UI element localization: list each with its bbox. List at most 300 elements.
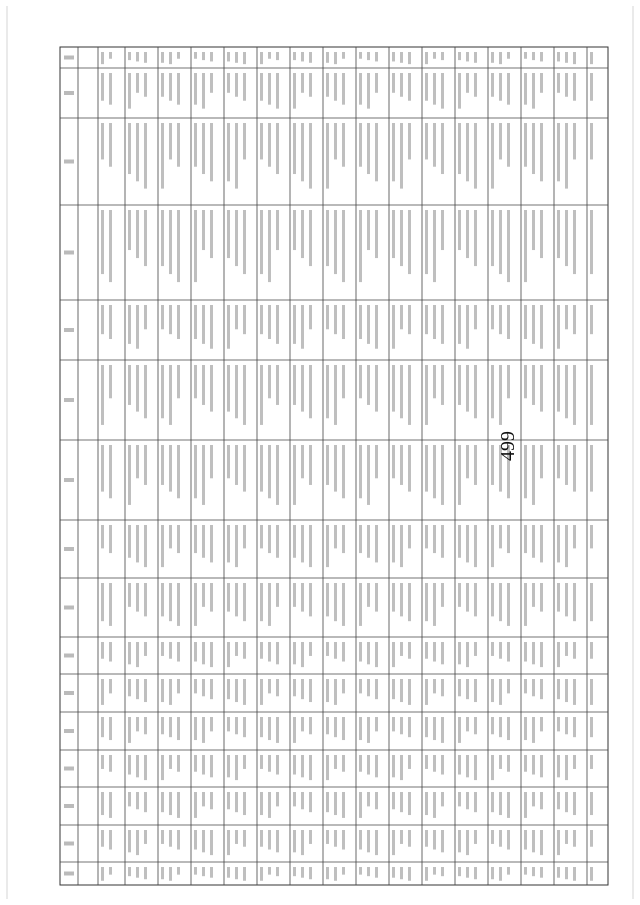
- unreadable-text-smudge: [557, 642, 560, 667]
- unreadable-text-smudge: [408, 123, 411, 159]
- unreadable-text-smudge: [334, 365, 337, 425]
- unreadable-text-smudge: [128, 830, 131, 852]
- unreadable-text-smudge: [260, 755, 263, 769]
- unreadable-text-smudge: [144, 305, 147, 329]
- unreadable-text-smudge: [177, 365, 180, 398]
- unreadable-text-smudge: [573, 867, 576, 881]
- unreadable-text-smudge: [425, 445, 428, 492]
- unreadable-text-smudge: [458, 52, 461, 60]
- unreadable-text-smudge: [474, 73, 477, 97]
- unreadable-text-smudge: [177, 642, 180, 662]
- unreadable-text-smudge: [375, 679, 378, 699]
- unreadable-text-smudge: [293, 583, 296, 607]
- unreadable-text-smudge: [202, 52, 205, 60]
- unreadable-text-smudge: [128, 305, 131, 344]
- unreadable-text-smudge: [161, 525, 164, 567]
- unreadable-text-smudge: [540, 52, 543, 61]
- unreadable-text-smudge: [466, 123, 469, 181]
- unreadable-text-smudge: [425, 717, 428, 737]
- unreadable-text-smudge: [235, 830, 238, 844]
- unreadable-text-smudge: [524, 792, 527, 818]
- unreadable-text-smudge: [540, 210, 543, 258]
- unreadable-text-smudge: [573, 445, 576, 492]
- unreadable-text-smudge: [359, 445, 362, 498]
- unreadable-text-smudge: [359, 365, 362, 398]
- unreadable-text-smudge: [144, 867, 147, 879]
- unreadable-text-smudge: [194, 679, 197, 693]
- unreadable-text-smudge: [507, 755, 510, 772]
- unreadable-text-smudge: [441, 867, 444, 876]
- unreadable-text-smudge: [458, 525, 461, 558]
- unreadable-text-smudge: [202, 867, 205, 876]
- unreadable-text-smudge: [144, 123, 147, 189]
- unreadable-text-smudge: [309, 52, 312, 63]
- unreadable-text-smudge: [326, 210, 329, 266]
- unreadable-text-smudge: [293, 792, 296, 806]
- unreadable-text-smudge: [235, 717, 238, 734]
- unreadable-text-smudge: [474, 792, 477, 812]
- unreadable-text-smudge: [557, 525, 560, 562]
- unreadable-text-smudge: [532, 525, 535, 558]
- unreadable-text-smudge: [524, 717, 527, 740]
- unreadable-text-smudge: [557, 445, 560, 478]
- unreadable-text-smudge: [301, 792, 304, 809]
- unreadable-header-smudge: [64, 56, 74, 60]
- unreadable-text-smudge: [474, 123, 477, 189]
- unreadable-text-smudge: [540, 445, 543, 478]
- unreadable-text-smudge: [144, 52, 147, 63]
- unreadable-text-smudge: [194, 73, 197, 105]
- unreadable-text-smudge: [359, 525, 362, 553]
- unreadable-text-smudge: [326, 679, 329, 702]
- unreadable-text-smudge: [144, 792, 147, 812]
- unreadable-text-smudge: [136, 583, 139, 612]
- unreadable-text-smudge: [210, 867, 213, 878]
- unreadable-text-smudge: [276, 123, 279, 174]
- unreadable-text-smudge: [557, 52, 560, 61]
- unreadable-text-smudge: [309, 642, 312, 656]
- unreadable-text-smudge: [169, 305, 172, 334]
- unreadable-text-smudge: [169, 445, 172, 492]
- unreadable-text-smudge: [309, 679, 312, 702]
- unreadable-text-smudge: [301, 642, 304, 667]
- unreadable-text-smudge: [590, 123, 593, 159]
- unreadable-text-smudge: [169, 52, 172, 64]
- unreadable-text-smudge: [590, 867, 593, 881]
- unreadable-text-smudge: [474, 583, 477, 616]
- unreadable-text-smudge: [557, 365, 560, 412]
- unreadable-text-smudge: [408, 73, 411, 101]
- unreadable-text-smudge: [590, 583, 593, 621]
- unreadable-text-smudge: [326, 830, 329, 844]
- unreadable-text-smudge: [573, 305, 576, 334]
- unreadable-text-smudge: [210, 642, 213, 667]
- unreadable-text-smudge: [194, 365, 197, 398]
- unreadable-text-smudge: [301, 830, 304, 855]
- unreadable-text-smudge: [101, 679, 104, 705]
- unreadable-text-smudge: [466, 830, 469, 855]
- unreadable-text-smudge: [565, 679, 568, 702]
- unreadable-text-smudge: [433, 52, 436, 59]
- unreadable-text-smudge: [524, 123, 527, 167]
- unreadable-text-smudge: [128, 365, 131, 405]
- unreadable-text-smudge: [342, 52, 345, 59]
- unreadable-text-smudge: [466, 679, 469, 699]
- unreadable-text-smudge: [293, 867, 296, 876]
- unreadable-text-smudge: [326, 73, 329, 97]
- unreadable-text-smudge: [400, 792, 403, 812]
- unreadable-text-smudge: [268, 717, 271, 740]
- unreadable-text-smudge: [243, 717, 246, 737]
- unreadable-text-smudge: [101, 445, 104, 492]
- unreadable-text-smudge: [301, 679, 304, 699]
- unreadable-text-smudge: [334, 830, 337, 847]
- unreadable-text-smudge: [408, 52, 411, 64]
- unreadable-text-smudge: [144, 73, 147, 97]
- unreadable-text-smudge: [334, 717, 337, 737]
- unreadable-text-smudge: [540, 755, 543, 777]
- unreadable-text-smudge: [590, 717, 593, 737]
- unreadable-text-smudge: [474, 679, 477, 702]
- unreadable-text-smudge: [441, 52, 444, 60]
- unreadable-text-smudge: [565, 123, 568, 189]
- unreadable-text-smudge: [524, 583, 527, 626]
- unreadable-text-smudge: [425, 679, 428, 705]
- unreadable-header-smudge: [64, 804, 74, 808]
- unreadable-text-smudge: [235, 792, 238, 812]
- unreadable-text-smudge: [474, 445, 477, 485]
- unreadable-text-smudge: [210, 210, 213, 258]
- unreadable-text-smudge: [128, 445, 131, 505]
- unreadable-header-smudge: [64, 328, 74, 332]
- unreadable-text-smudge: [425, 867, 428, 881]
- unreadable-text-smudge: [210, 717, 213, 731]
- unreadable-text-smudge: [268, 867, 271, 875]
- unreadable-text-smudge: [268, 755, 271, 772]
- unreadable-text-smudge: [161, 679, 164, 702]
- unreadable-text-smudge: [590, 642, 593, 659]
- unreadable-text-smudge: [177, 123, 180, 167]
- unreadable-text-smudge: [177, 792, 180, 818]
- unreadable-text-smudge: [101, 365, 104, 425]
- unreadable-text-smudge: [458, 583, 461, 607]
- unreadable-text-smudge: [540, 583, 543, 612]
- unreadable-text-smudge: [425, 830, 428, 847]
- unreadable-text-smudge: [260, 445, 263, 492]
- unreadable-text-smudge: [276, 717, 279, 743]
- unreadable-text-smudge: [367, 52, 370, 60]
- unreadable-text-smudge: [458, 679, 461, 696]
- unreadable-text-smudge: [466, 755, 469, 777]
- unreadable-text-smudge: [109, 52, 112, 59]
- unreadable-text-smudge: [334, 867, 337, 881]
- unreadable-text-smudge: [359, 583, 362, 626]
- unreadable-text-smudge: [441, 445, 444, 505]
- unreadable-text-smudge: [210, 73, 213, 93]
- unreadable-text-smudge: [524, 830, 527, 850]
- unreadable-text-smudge: [128, 717, 131, 743]
- unreadable-text-smudge: [499, 867, 502, 881]
- unreadable-text-smudge: [458, 867, 461, 876]
- unreadable-text-smudge: [210, 583, 213, 612]
- unreadable-text-smudge: [540, 525, 543, 562]
- unreadable-text-smudge: [392, 365, 395, 412]
- unreadable-text-smudge: [202, 123, 205, 174]
- unreadable-text-smudge: [590, 679, 593, 705]
- unreadable-text-smudge: [408, 305, 411, 334]
- unreadable-text-smudge: [359, 73, 362, 105]
- unreadable-text-smudge: [235, 679, 238, 702]
- unreadable-text-smudge: [301, 717, 304, 731]
- unreadable-text-smudge: [375, 365, 378, 412]
- unreadable-text-smudge: [400, 867, 403, 879]
- unreadable-text-smudge: [227, 445, 230, 478]
- unreadable-text-smudge: [375, 792, 378, 809]
- unreadable-text-smudge: [367, 123, 370, 174]
- unreadable-header-smudge: [64, 767, 74, 771]
- unreadable-text-smudge: [359, 867, 362, 875]
- unreadable-text-smudge: [109, 679, 112, 693]
- unreadable-text-smudge: [392, 73, 395, 93]
- unreadable-text-smudge: [101, 717, 104, 737]
- unreadable-text-smudge: [260, 679, 263, 705]
- unreadable-text-smudge: [326, 123, 329, 189]
- unreadable-text-smudge: [227, 830, 230, 855]
- unreadable-text-smudge: [532, 755, 535, 775]
- unreadable-text-smudge: [367, 583, 370, 607]
- unreadable-text-smudge: [227, 717, 230, 731]
- unreadable-text-smudge: [309, 123, 312, 189]
- unreadable-text-smudge: [101, 583, 104, 621]
- unreadable-text-smudge: [499, 717, 502, 737]
- unreadable-text-smudge: [565, 52, 568, 63]
- unreadable-text-smudge: [128, 525, 131, 558]
- unreadable-text-smudge: [268, 525, 271, 553]
- unreadable-text-smudge: [367, 717, 370, 743]
- unreadable-text-smudge: [128, 679, 131, 696]
- unreadable-text-smudge: [590, 755, 593, 769]
- unreadable-text-smudge: [235, 123, 238, 189]
- unreadable-text-smudge: [557, 717, 560, 731]
- unreadable-text-smudge: [243, 792, 246, 815]
- unreadable-text-smudge: [144, 755, 147, 780]
- unreadable-text-smudge: [433, 583, 436, 626]
- unreadable-text-smudge: [169, 123, 172, 159]
- unreadable-text-smudge: [425, 210, 428, 274]
- unreadable-text-smudge: [293, 642, 296, 664]
- unreadable-text-smudge: [565, 583, 568, 616]
- unreadable-text-smudge: [466, 583, 469, 612]
- unreadable-header-smudge: [64, 160, 74, 164]
- unreadable-text-smudge: [177, 525, 180, 553]
- unreadable-text-smudge: [367, 525, 370, 558]
- unreadable-text-smudge: [334, 123, 337, 159]
- unreadable-text-smudge: [540, 73, 543, 93]
- unreadable-text-smudge: [532, 123, 535, 174]
- unreadable-text-smudge: [499, 52, 502, 64]
- unreadable-text-smudge: [136, 525, 139, 562]
- unreadable-text-smudge: [309, 445, 312, 485]
- unreadable-text-smudge: [260, 867, 263, 881]
- unreadable-text-smudge: [293, 717, 296, 743]
- unreadable-text-smudge: [260, 830, 263, 847]
- unreadable-text-smudge: [210, 123, 213, 181]
- unreadable-text-smudge: [144, 642, 147, 656]
- unreadable-text-smudge: [590, 792, 593, 815]
- unreadable-text-smudge: [128, 792, 131, 806]
- unreadable-text-smudge: [466, 365, 469, 412]
- unreadable-text-smudge: [227, 365, 230, 412]
- unreadable-text-smudge: [375, 525, 378, 562]
- unreadable-text-smudge: [367, 445, 370, 505]
- unreadable-text-smudge: [293, 679, 296, 696]
- unreadable-text-smudge: [169, 525, 172, 548]
- unreadable-text-smudge: [202, 755, 205, 775]
- unreadable-text-smudge: [136, 717, 139, 731]
- unreadable-text-smudge: [491, 583, 494, 616]
- unreadable-text-smudge: [408, 445, 411, 492]
- unreadable-text-smudge: [227, 210, 230, 258]
- unreadable-text-smudge: [301, 583, 304, 612]
- unreadable-text-smudge: [532, 679, 535, 696]
- unreadable-text-smudge: [458, 123, 461, 174]
- unreadable-text-smudge: [342, 755, 345, 772]
- unreadable-text-smudge: [400, 73, 403, 97]
- unreadable-text-smudge: [392, 525, 395, 562]
- unreadable-text-smudge: [491, 52, 494, 63]
- unreadable-text-smudge: [326, 755, 329, 780]
- unreadable-text-smudge: [210, 445, 213, 478]
- unreadable-text-smudge: [309, 755, 312, 780]
- unreadable-text-smudge: [491, 679, 494, 702]
- unreadable-text-smudge: [491, 717, 494, 734]
- unreadable-text-smudge: [235, 210, 238, 266]
- unreadable-text-smudge: [590, 365, 593, 425]
- unreadable-text-smudge: [359, 830, 362, 850]
- unreadable-text-smudge: [301, 123, 304, 181]
- unreadable-text-smudge: [441, 73, 444, 109]
- unreadable-text-smudge: [268, 123, 271, 167]
- unreadable-text-smudge: [499, 679, 502, 705]
- unreadable-text-smudge: [161, 642, 164, 656]
- unreadable-text-smudge: [565, 305, 568, 329]
- unreadable-text-smudge: [441, 679, 444, 696]
- unreadable-text-smudge: [474, 305, 477, 329]
- unreadable-text-smudge: [194, 792, 197, 818]
- unreadable-text-smudge: [243, 445, 246, 492]
- unreadable-text-smudge: [400, 525, 403, 567]
- unreadable-text-smudge: [243, 830, 246, 847]
- unreadable-text-smudge: [101, 305, 104, 334]
- unreadable-text-smudge: [309, 73, 312, 97]
- unreadable-text-smudge: [227, 867, 230, 878]
- unreadable-text-smudge: [466, 73, 469, 93]
- unreadable-text-smudge: [491, 365, 494, 418]
- unreadable-text-smudge: [161, 73, 164, 97]
- unreadable-text-smudge: [367, 755, 370, 775]
- unreadable-text-smudge: [507, 73, 510, 105]
- unreadable-text-smudge: [101, 123, 104, 159]
- unreadable-text-smudge: [334, 52, 337, 64]
- unreadable-text-smudge: [268, 583, 271, 626]
- unreadable-text-smudge: [276, 365, 279, 405]
- unreadable-text-smudge: [573, 210, 576, 274]
- unreadable-text-smudge: [590, 52, 593, 64]
- unreadable-text-smudge: [109, 305, 112, 339]
- unreadable-text-smudge: [268, 73, 271, 105]
- unreadable-text-smudge: [202, 792, 205, 806]
- unreadable-text-smudge: [507, 679, 510, 693]
- unreadable-text-smudge: [400, 642, 403, 656]
- unreadable-text-smudge: [342, 583, 345, 626]
- unreadable-text-smudge: [235, 867, 238, 879]
- unreadable-text-smudge: [202, 679, 205, 696]
- unreadable-text-smudge: [474, 867, 477, 879]
- unreadable-text-smudge: [136, 52, 139, 61]
- unreadable-text-smudge: [565, 830, 568, 844]
- unreadable-text-smudge: [177, 583, 180, 626]
- unreadable-text-smudge: [441, 830, 444, 852]
- unreadable-text-smudge: [210, 755, 213, 777]
- unreadable-text-smudge: [524, 445, 527, 498]
- unreadable-text-smudge: [301, 755, 304, 777]
- unreadable-text-smudge: [474, 52, 477, 63]
- unreadable-text-smudge: [392, 679, 395, 699]
- unreadable-text-smudge: [524, 365, 527, 398]
- unreadable-text-smudge: [573, 679, 576, 705]
- unreadable-text-smudge: [128, 867, 131, 876]
- unreadable-text-smudge: [293, 123, 296, 174]
- unreadable-text-smudge: [342, 679, 345, 693]
- unreadable-text-smudge: [210, 792, 213, 809]
- unreadable-text-smudge: [359, 123, 362, 167]
- unreadable-text-smudge: [474, 365, 477, 418]
- unreadable-text-smudge: [573, 642, 576, 659]
- unreadable-text-smudge: [268, 52, 271, 59]
- unreadable-text-smudge: [276, 525, 279, 558]
- unreadable-text-smudge: [466, 305, 469, 349]
- unreadable-text-smudge: [532, 792, 535, 806]
- unreadable-text-smudge: [334, 642, 337, 659]
- unreadable-text-smudge: [441, 210, 444, 250]
- unreadable-text-smudge: [268, 210, 271, 282]
- unreadable-text-smudge: [194, 642, 197, 662]
- unreadable-text-smudge: [334, 73, 337, 101]
- unreadable-text-smudge: [194, 525, 197, 553]
- unreadable-text-smudge: [573, 52, 576, 64]
- unreadable-text-smudge: [169, 755, 172, 769]
- unreadable-text-smudge: [101, 792, 104, 815]
- unreadable-text-smudge: [433, 123, 436, 167]
- unreadable-text-smudge: [458, 365, 461, 405]
- unreadable-text-smudge: [425, 365, 428, 425]
- unreadable-text-smudge: [326, 583, 329, 616]
- unreadable-text-smudge: [507, 642, 510, 662]
- unreadable-text-smudge: [293, 830, 296, 852]
- unreadable-text-smudge: [128, 642, 131, 664]
- unreadable-text-smudge: [573, 365, 576, 425]
- unreadable-text-smudge: [109, 642, 112, 662]
- unreadable-text-smudge: [507, 717, 510, 740]
- unreadable-text-smudge: [202, 445, 205, 505]
- unreadable-text-smudge: [359, 210, 362, 282]
- unreadable-text-smudge: [268, 792, 271, 818]
- unreadable-header-smudge: [64, 547, 74, 551]
- unreadable-text-smudge: [268, 445, 271, 498]
- unreadable-text-smudge: [491, 445, 494, 485]
- unreadable-text-smudge: [499, 792, 502, 815]
- unreadable-text-smudge: [227, 755, 230, 777]
